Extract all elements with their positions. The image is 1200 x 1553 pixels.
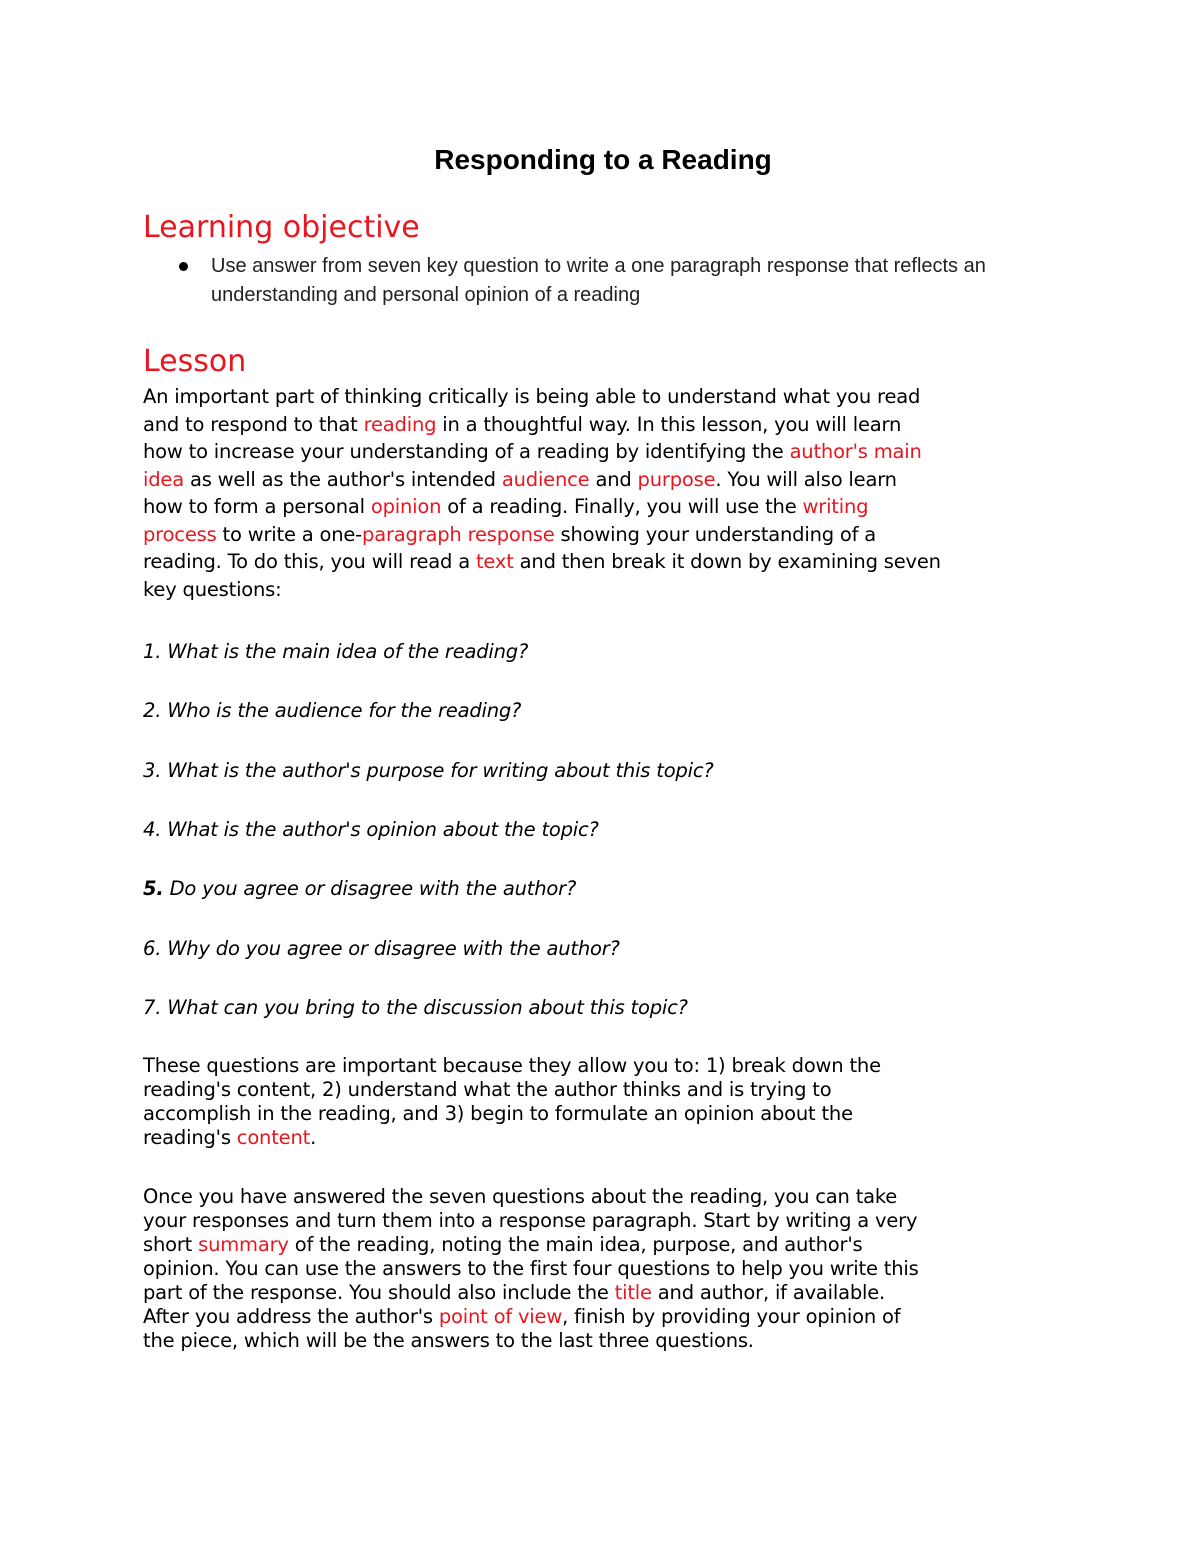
question-text: What is the author's opinion about the topic? [161, 817, 599, 841]
key-question [143, 816, 1063, 844]
text-line [143, 1102, 1063, 1126]
text-run: of the reading, noting the main idea, purpose, and author's [288, 1233, 863, 1256]
text-run: showing your understanding of a [554, 522, 877, 546]
lesson-heading: Lesson [143, 344, 247, 379]
question-number: 4. [143, 817, 162, 841]
text-line [143, 1329, 1063, 1353]
objective-list [179, 252, 1063, 310]
text-run: part of the response. You should also include the [143, 1281, 615, 1304]
question-text: What can you bring to the discussion about this topic? [161, 995, 688, 1019]
text-run: . You will also learn [715, 467, 897, 491]
importance-paragraph [143, 1054, 1063, 1150]
highlighted-term: title [614, 1281, 652, 1304]
text-line [143, 1078, 1063, 1102]
text-run: reading's [143, 1126, 237, 1149]
text-run: reading. To do this, you will read a [143, 550, 476, 573]
text-run: and then break it down by examining seven [513, 550, 941, 573]
question-text: What is the author's purpose for writing about this topic? [161, 758, 714, 782]
objective-item [179, 252, 1063, 310]
question-text: What is the main idea of the reading? [161, 640, 529, 663]
text-line [143, 383, 1063, 411]
question-text: Why do you agree or disagree with the author? [161, 936, 620, 960]
question-number: 5. [143, 877, 164, 901]
key-question [143, 697, 1063, 725]
text-run: of a reading. Finally, you will use the [441, 495, 803, 518]
text-run: . [310, 1126, 317, 1149]
text-line [143, 466, 1063, 494]
question-number: 3. [143, 758, 162, 782]
text-line [143, 438, 1063, 466]
highlighted-term: idea [143, 467, 184, 491]
highlighted-term: writing [802, 495, 869, 518]
text-line [143, 576, 1063, 604]
highlighted-term: purpose [637, 467, 716, 491]
text-line [143, 1305, 1063, 1329]
key-question [143, 994, 1063, 1022]
closing-paragraph [143, 1185, 1063, 1353]
text-run: and [589, 467, 638, 491]
text-line [143, 1257, 1063, 1281]
key-question [143, 638, 1063, 666]
highlighted-term: reading [363, 412, 437, 436]
text-run: how to form a personal [143, 495, 371, 518]
text-line [143, 521, 1063, 549]
text-run: the piece, which will be the answers to the last three questions. [143, 1329, 754, 1352]
objective-line: Use answer from seven key question to write a one paragraph response that reflects an [211, 255, 986, 277]
text-run: An important part of thinking critically is being able to understand what you read [143, 385, 921, 408]
highlighted-term: summary [198, 1233, 289, 1256]
text-run: your responses and turn them into a response paragraph. Start by writing a very [143, 1209, 918, 1232]
text-line [143, 1126, 1063, 1150]
text-run: After you address the author's [143, 1305, 439, 1328]
highlighted-term: audience [501, 467, 590, 491]
key-question [143, 935, 1063, 963]
text-run: and to respond to that [143, 412, 364, 436]
learning-objective-heading: Learning objective [143, 210, 420, 245]
bullet-icon [179, 262, 188, 271]
question-number: 1. [143, 640, 162, 663]
question-text: Who is the audience for the reading? [161, 699, 522, 723]
text-line [143, 1054, 1063, 1078]
text-run: , finish by providing your opinion of [562, 1305, 901, 1328]
text-line [143, 1281, 1063, 1305]
highlighted-term: author's main [789, 440, 922, 463]
key-question [143, 757, 1063, 785]
text-run: These questions are important because they allow you to: 1) break down the [143, 1054, 881, 1077]
highlighted-term: point of view [438, 1305, 563, 1328]
text-run: key questions: [143, 577, 282, 601]
text-run: opinion. You can use the answers to the first four questions to help you write this [143, 1257, 919, 1280]
text-run: short [143, 1233, 199, 1256]
text-run: to write a one- [216, 522, 363, 546]
text-line [143, 1185, 1063, 1209]
question-text: Do you agree or disagree with the author? [163, 877, 577, 901]
text-line [143, 548, 1063, 576]
text-line [143, 1233, 1063, 1257]
highlighted-term: opinion [370, 495, 442, 518]
question-number: 6. [143, 936, 162, 960]
text-run: accomplish in the reading, and 3) begin to formulate an opinion about the [143, 1102, 853, 1125]
highlighted-term: text [475, 550, 514, 573]
text-run: Once you have answered the seven questions about the reading, you can take [143, 1185, 898, 1208]
text-line [143, 411, 1063, 439]
text-line [143, 493, 1063, 521]
key-question [143, 875, 1063, 903]
text-run: in a thoughtful way. In this lesson, you will learn [436, 412, 902, 436]
highlighted-term: content [236, 1126, 311, 1149]
question-number: 7. [143, 995, 162, 1019]
text-run: reading's content, 2) understand what the author thinks and is trying to [143, 1078, 832, 1101]
page-title: Responding to a Reading [434, 144, 772, 175]
highlighted-term: process [143, 522, 217, 546]
text-run: and author, if available. [651, 1281, 886, 1304]
highlighted-term: paragraph response [362, 522, 555, 546]
text-run: as well as the author's intended [183, 467, 502, 491]
text-line [143, 1209, 1063, 1233]
lesson-intro-paragraph [143, 383, 1063, 603]
question-number: 2. [143, 699, 162, 723]
text-run: how to increase your understanding of a reading by identifying the [143, 440, 790, 463]
objective-line: understanding and personal opinion of a reading [211, 284, 641, 306]
